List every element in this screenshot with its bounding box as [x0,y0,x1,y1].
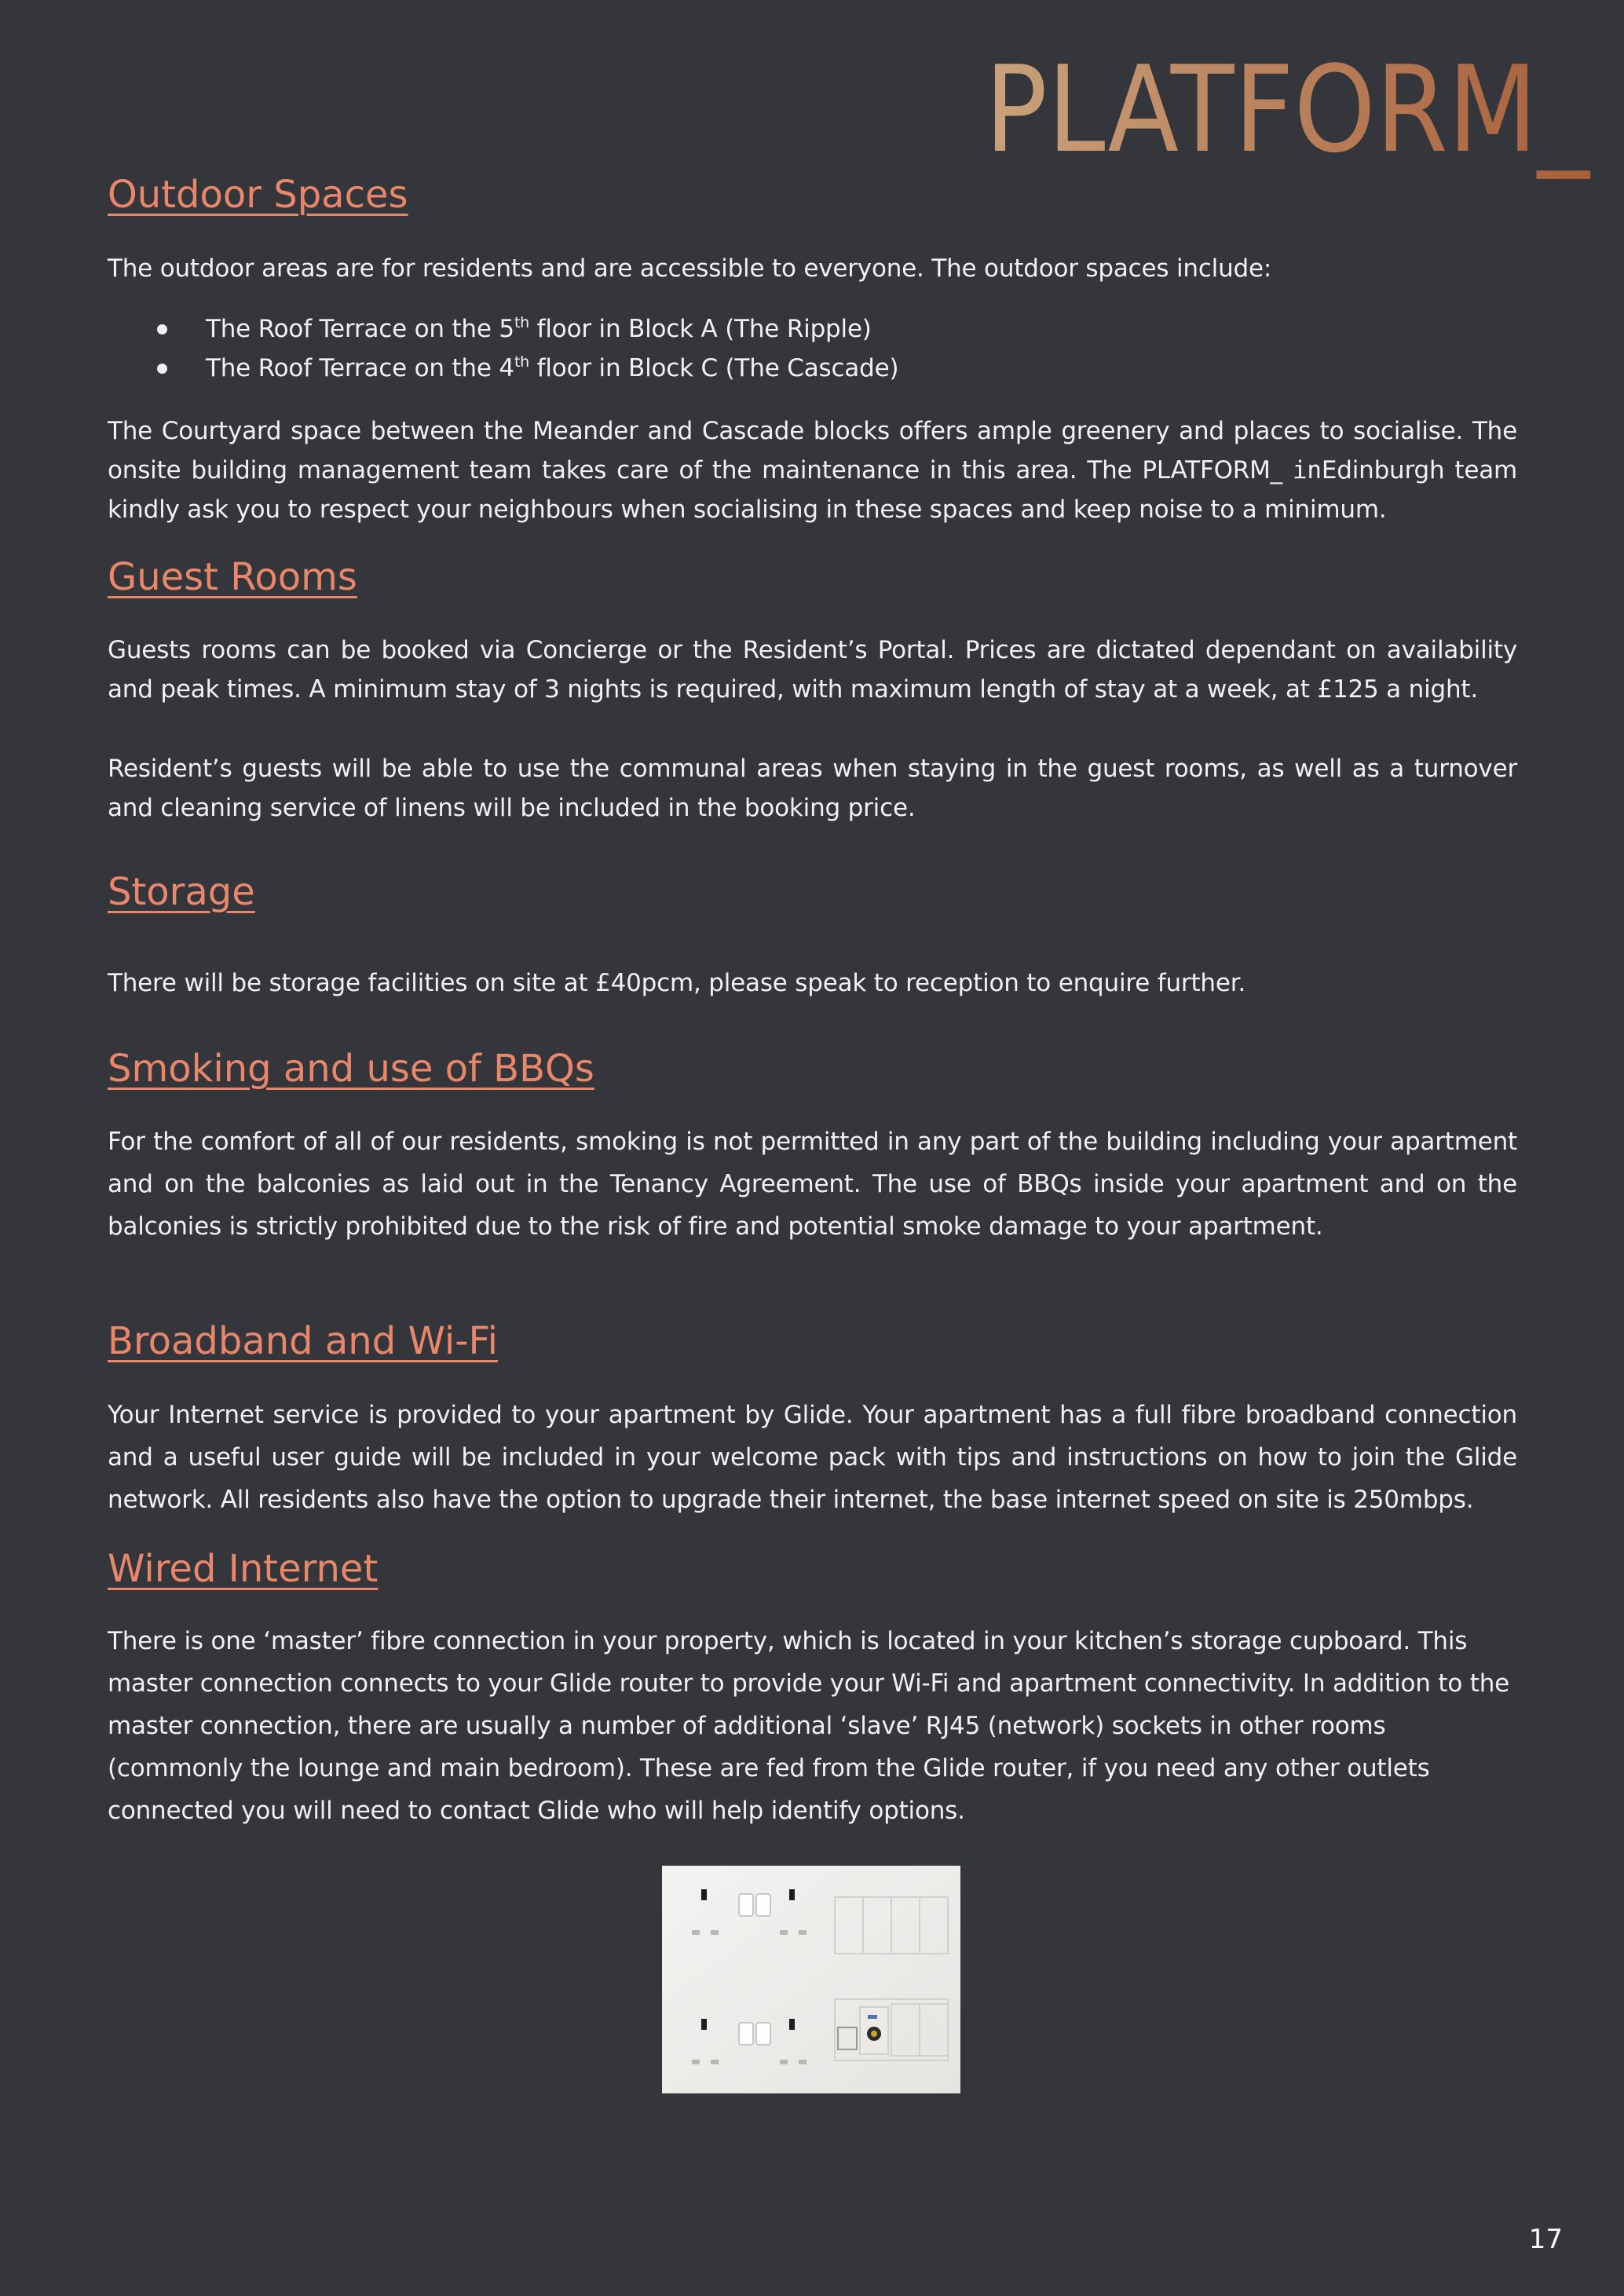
bullet-icon [157,324,167,335]
broadband-paragraph: Your Internet service is provided to your apartment by Glide. Your apartment has a full fibre broadband connection and a useful user guide will be included in your welcome pack with tips and instructions on how to join the Glide network. All residents also have the option to upgrade their internet, the base internet speed on site is 250mbps. [108,1401,1517,1514]
heading-smoking-bbqs: Smoking and use of BBQs [108,1047,594,1091]
logo-text: PLATFORM_ [985,40,1591,179]
smoking-paragraph: For the comfort of all of our residents, smoking is not permitted in any part of the building including your apartment and on the balconies as laid out in the Tenancy Agreement. The use of BBQs inside your apartment and on the balconies is strictly prohibited due to the risk of fire and potential smoke damage to your apartment. [108,1128,1517,1241]
platform-logo [982,40,1594,179]
guest-paragraph-1: Guests rooms can be booked via Concierge or the Resident’s Portal. Prices are dictated dependant on availability and peak times. A minimum stay of 3 nights is required, with maximum length of stay at a week, at £125 a night. [108,636,1517,704]
heading-broadband-wifi: Broadband and Wi-Fi [108,1319,498,1363]
heading-wired-internet: Wired Internet [108,1547,379,1591]
list-item: The Roof Terrace on the 4th floor in Block C (The Cascade) [108,349,1517,388]
outdoor-bullet-list [108,309,1517,388]
list-item: The Roof Terrace on the 5th floor in Block A (The Ripple) [108,309,1517,349]
wall-socket-photo [662,1866,960,2093]
heading-guest-rooms: Guest Rooms [108,555,357,599]
outdoor-courtyard-paragraph: The Courtyard space between the Meander and Cascade blocks offers ample greenery and places to socialise. The onsite building management team takes care of the maintenance in this area. The PLATFORM_ inEdinburgh team kindly ask you to respect your neighbours when socialising in these spaces and keep noise to a minimum. [108,417,1517,524]
brand-in-text: in [1292,456,1322,484]
outdoor-intro: The outdoor areas are for residents and are accessible to everyone. The outdoor spaces include: [108,254,1272,283]
guest-paragraph-2: Resident’s guests will be able to use the communal areas when staying in the guest rooms, as well as a turnover and cleaning service of linens will be included in the booking price. [108,755,1517,822]
storage-paragraph: There will be storage facilities on site at £40pcm, please speak to reception to enquire further. [108,969,1246,997]
heading-storage: Storage [108,870,255,914]
bullet-icon [157,364,167,374]
wired-paragraph: There is one ‘master’ fibre connection in your property, which is located in your kitchen’s storage cupboard. This master connection connects to your Glide router to provide your Wi-Fi and apartment connectivity. In addition to the master connection, there are usually a number of additional ‘slave’ RJ45 (network) sockets in other rooms (commonly the lounge and main bedroom). These are fed from the Glide router, if you need any other outlets connected you will need to contact Glide who will help identify options. [108,1627,1510,1825]
heading-outdoor-spaces: Outdoor Spaces [108,173,408,217]
page-number: 17 [1528,2224,1563,2255]
